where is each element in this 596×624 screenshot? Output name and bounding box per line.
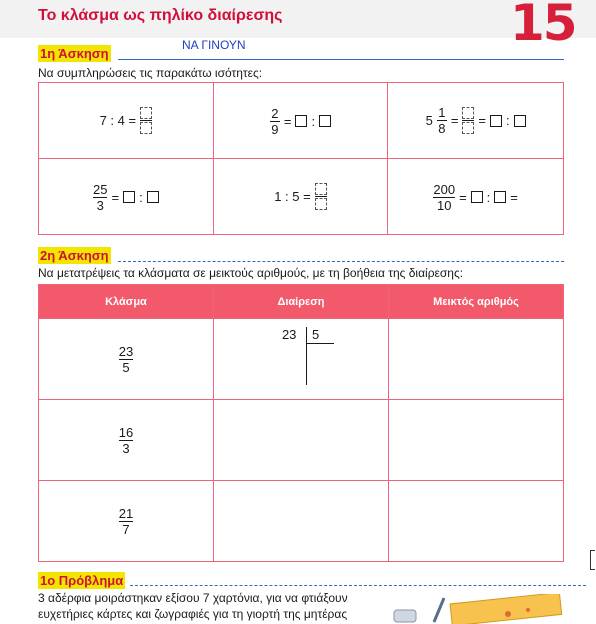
exercise-1-instruction: Να συμπληρώσεις τις παρακάτω ισότητες: xyxy=(38,66,263,80)
fraction: $\frac{2}{9}$ xyxy=(271,105,279,137)
dividend: 23 xyxy=(281,327,297,342)
problem-1-label: 1ο Πρόβλημα xyxy=(40,573,124,588)
blank-box[interactable] xyxy=(295,115,307,127)
blank-fraction xyxy=(315,183,327,210)
blank-box[interactable] xyxy=(140,122,152,134)
fraction: $\frac{16}{3}$ xyxy=(118,425,134,456)
margin-bracket xyxy=(590,550,595,570)
equality-cell xyxy=(39,83,214,159)
fraction: $\frac{23}{5}$ xyxy=(118,344,134,375)
exercise-1-rule xyxy=(118,59,564,60)
equality-cell xyxy=(213,159,388,235)
fraction: $\frac{25}{3}$ xyxy=(93,181,108,213)
mixed-numbers-table xyxy=(38,284,564,562)
division-cell[interactable] xyxy=(213,319,388,400)
blank-box[interactable] xyxy=(315,183,327,195)
equality-cell: $\frac{25}{3}$ = : xyxy=(39,159,214,235)
exercise-1-label: 1η Άσκηση xyxy=(40,46,109,61)
blank-box[interactable] xyxy=(514,115,526,127)
divisor: 5 xyxy=(311,327,320,342)
division-cell[interactable] xyxy=(213,400,388,481)
fraction-cell xyxy=(39,319,214,400)
long-division xyxy=(282,327,342,387)
crayons-illustration xyxy=(388,594,588,624)
expression-text: 7 : 4 = xyxy=(99,113,137,128)
blank-box[interactable] xyxy=(490,115,502,127)
blank-fraction xyxy=(462,107,474,134)
blank-box[interactable] xyxy=(494,191,506,203)
fraction-cell xyxy=(39,400,214,481)
blank-box[interactable] xyxy=(315,198,327,210)
blank-fraction xyxy=(140,107,152,134)
equality-cell: 5 $\frac{1}{8}$ = = : xyxy=(388,83,564,159)
page-title: Το κλάσμα ως πηλίκο διαίρεσης xyxy=(38,7,283,24)
fraction: $\frac{1}{8}$ xyxy=(438,105,446,136)
equality-cell: $\frac{200}{10}$ = : = xyxy=(388,159,564,235)
column-header-division: Διαίρεση xyxy=(213,285,388,319)
blank-box[interactable] xyxy=(147,191,159,203)
mixed-number-cell[interactable] xyxy=(389,481,564,562)
expression-text: 1 : 5 = xyxy=(274,189,311,204)
exercise-2-instruction: Να μετατρέψεις τα κλάσματα σε μεικτούς αριθμούς, με τη βοήθεια της διαίρεσης: xyxy=(38,266,464,280)
mixed-number-cell[interactable] xyxy=(389,319,564,400)
division-vertical-line xyxy=(306,327,307,385)
blank-box[interactable] xyxy=(471,191,483,203)
problem-1-text: 3 αδέρφια μοιράστηκαν εξίσου 7 χαρτόνια, για να φτιάξουν ευχετήριες κάρτες και ζωγραφιές για τη γιορτή της μητέρας xyxy=(38,591,348,621)
blank-box[interactable] xyxy=(462,107,474,119)
equalities-table xyxy=(38,82,564,235)
fraction-cell xyxy=(39,481,214,562)
mixed-number-cell[interactable] xyxy=(389,400,564,481)
blank-box[interactable] xyxy=(319,115,331,127)
whole-number: 5 xyxy=(425,113,433,128)
fraction: $\frac{21}{7}$ xyxy=(118,506,134,537)
lesson-number: 15 xyxy=(510,0,576,52)
equality-cell: $\frac{2}{9}$ = : xyxy=(213,83,388,159)
exercise-2-label: 2η Άσκηση xyxy=(40,248,109,263)
handwritten-note: ΝΑ ΓΙΝΟΥΝ xyxy=(182,38,246,52)
exercise-2-rule xyxy=(118,261,564,262)
blank-box[interactable] xyxy=(140,107,152,119)
blank-box[interactable] xyxy=(123,191,135,203)
fraction: $\frac{200}{10}$ xyxy=(433,181,456,213)
division-cell[interactable] xyxy=(213,481,388,562)
blank-box[interactable] xyxy=(462,122,474,134)
division-horizontal-line xyxy=(306,343,334,344)
problem-1-rule xyxy=(130,585,586,586)
column-header-mixed-number: Μεικτός αριθμός xyxy=(389,285,564,319)
column-header-fraction: Κλάσμα xyxy=(39,285,214,319)
